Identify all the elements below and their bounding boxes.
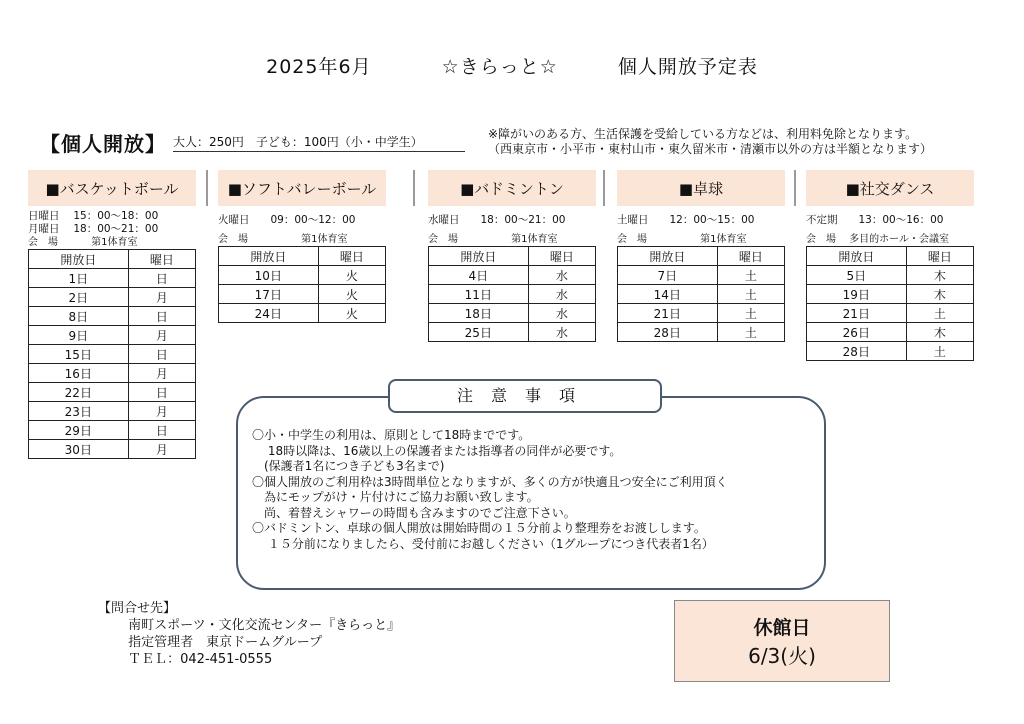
table-row (219, 304, 386, 323)
sport-tabletennis (617, 170, 785, 342)
cell-weekday: 水 (528, 266, 595, 285)
cell-date: 19日 (807, 285, 907, 304)
table-row (29, 288, 196, 307)
table-row (29, 402, 196, 421)
cell-weekday: 月 (128, 402, 195, 421)
notice-line: １５分前になりましたら、受付前にお越しください（1グループにつき代表者1名） (252, 536, 714, 551)
cell-date: 26日 (807, 323, 907, 342)
table-row (29, 421, 196, 440)
cell-weekday: 土 (717, 266, 784, 285)
cell-date: 11日 (429, 285, 529, 304)
closed-day-date: 6/3(火) (748, 644, 816, 668)
notice-line: 〇個人開放のご利用枠は3時間単位となりますが、多くの方が快適且つ安全にご利用頂く (252, 474, 728, 489)
cell-weekday: 土 (717, 285, 784, 304)
notice-body (252, 428, 812, 552)
schedule-line: 水曜日 18：00～21：00 (428, 214, 566, 226)
cell-weekday: 水 (528, 304, 595, 323)
cell-date: 21日 (807, 304, 907, 323)
header-date: 開放日 (429, 247, 529, 266)
table-row (429, 304, 596, 323)
table-row (29, 345, 196, 364)
cell-date: 29日 (29, 421, 129, 440)
cell-weekday: 火 (318, 304, 385, 323)
sport-ballroomdance (806, 170, 974, 361)
title-month: 2025年6月 (266, 56, 372, 78)
table-row (807, 266, 974, 285)
cell-weekday: 月 (128, 364, 195, 383)
cell-weekday: 月 (128, 326, 195, 345)
table-row (618, 304, 785, 323)
venue: 会 場 第1体育室 (218, 234, 348, 245)
table-row (807, 304, 974, 323)
cell-weekday: 火 (318, 285, 385, 304)
schedule-table (28, 249, 196, 459)
cell-weekday: 木 (906, 266, 973, 285)
header-date: 開放日 (29, 250, 129, 269)
header-date: 開放日 (219, 247, 319, 266)
table-row (429, 285, 596, 304)
cell-date: 30日 (29, 440, 129, 459)
table-row (618, 285, 785, 304)
cell-date: 25日 (429, 323, 529, 342)
table-header-row (807, 247, 974, 266)
sport-heading: ■ソフトバレーボール (218, 170, 386, 206)
table-header-row (29, 250, 196, 269)
header-weekday: 曜日 (128, 250, 195, 269)
divider (794, 170, 796, 206)
cell-date: 24日 (219, 304, 319, 323)
cell-date: 15日 (29, 345, 129, 364)
schedule-table (218, 246, 386, 323)
cell-weekday: 土 (717, 304, 784, 323)
cell-weekday: 土 (717, 323, 784, 342)
contact-line: 南町スポーツ・文化交流センター『きらっと』 (98, 618, 401, 633)
cell-date: 16日 (29, 364, 129, 383)
sport-softvolleyball (218, 170, 386, 323)
cell-date: 22日 (29, 383, 129, 402)
table-row (429, 323, 596, 342)
table-row (429, 266, 596, 285)
table-header-row (618, 247, 785, 266)
schedule-line: 不定期 13：00～16：00 (806, 214, 944, 226)
schedule-table (806, 246, 974, 361)
title-facility: ☆きらっと☆ (441, 56, 558, 78)
cell-date: 5日 (807, 266, 907, 285)
table-row (807, 285, 974, 304)
schedule-table (617, 246, 785, 342)
discount-note-line: （西東京市・小平市・東村山市・東久留米市・清瀬市以外の方は半額となります） (488, 142, 933, 156)
divider (413, 170, 415, 206)
table-row (807, 342, 974, 361)
cell-weekday: 日 (128, 345, 195, 364)
sport-heading: ■社交ダンス (806, 170, 974, 206)
venue: 会 場 第1体育室 (28, 237, 138, 248)
sport-badminton (428, 170, 596, 342)
header-date: 開放日 (618, 247, 718, 266)
cell-date: 14日 (618, 285, 718, 304)
venue: 会 場 第1体育室 (428, 234, 558, 245)
notice-line: 〇バドミントン、卓球の個人開放は開始時間の１５分前より整理券をお渡しします。 (252, 521, 706, 535)
table-row (29, 440, 196, 459)
discount-note-line: ※障がいのある方、生活保護を受給している方などは、利用料免除となります。 (488, 127, 918, 141)
cell-weekday: 土 (906, 342, 973, 361)
sport-heading: ■卓球 (617, 170, 785, 206)
cell-date: 17日 (219, 285, 319, 304)
cell-weekday: 日 (128, 383, 195, 402)
cell-weekday: 月 (128, 288, 195, 307)
page-title (0, 52, 1024, 79)
divider (206, 170, 208, 206)
cell-date: 21日 (618, 304, 718, 323)
cell-date: 1日 (29, 269, 129, 288)
closed-day-box (674, 600, 890, 682)
cell-date: 10日 (219, 266, 319, 285)
header-weekday: 曜日 (906, 247, 973, 266)
notice-line: 尚、着替えシャワーの時間も含みますのでご注意下さい。 (252, 505, 576, 520)
schedule-line: 月曜日 18：00～21：00 (28, 223, 159, 235)
cell-weekday: 日 (128, 307, 195, 326)
table-row (29, 364, 196, 383)
cell-weekday: 日 (128, 421, 195, 440)
sport-heading: ■バドミントン (428, 170, 596, 206)
table-row (618, 266, 785, 285)
section-label: 【個人開放】 (40, 132, 166, 156)
notice-title: 注意事項 (388, 379, 662, 413)
schedule-line: 土曜日 12：00～15：00 (617, 214, 755, 226)
cell-weekday: 日 (128, 269, 195, 288)
cell-date: 28日 (807, 342, 907, 361)
cell-weekday: 水 (528, 285, 595, 304)
contact-heading: 【問合せ先】 (98, 601, 177, 616)
cell-date: 23日 (29, 402, 129, 421)
table-header-row (429, 247, 596, 266)
table-row (219, 285, 386, 304)
header-weekday: 曜日 (528, 247, 595, 266)
cell-weekday: 水 (528, 323, 595, 342)
contact-line: ＴＥＬ：042-451-0555 (98, 652, 273, 667)
sport-heading: ■バスケットボール (28, 170, 196, 206)
cell-weekday: 土 (906, 304, 973, 323)
header-date: 開放日 (807, 247, 907, 266)
table-row (29, 326, 196, 345)
table-row (29, 269, 196, 288)
cell-date: 18日 (429, 304, 529, 323)
header-weekday: 曜日 (717, 247, 784, 266)
divider (603, 170, 605, 206)
notice-line: (保護者1名につき子ども3名まで) (252, 459, 445, 473)
table-row (618, 323, 785, 342)
table-row (29, 383, 196, 402)
venue: 会 場 第1体育室 (617, 234, 747, 245)
sport-basketball (28, 170, 196, 459)
cell-weekday: 月 (128, 440, 195, 459)
table-row (29, 307, 196, 326)
schedule-line: 日曜日 15：00～18：00 (28, 210, 159, 222)
notice-line: 18時以降は、16歳以上の保護者または指導者の同伴が必要です。 (252, 443, 622, 458)
table-header-row (219, 247, 386, 266)
notice-line: 為にモップがけ・片付けにご協力お願い致します。 (252, 490, 539, 504)
closed-day-label: 休館日 (753, 617, 811, 639)
cell-date: 28日 (618, 323, 718, 342)
cell-weekday: 火 (318, 266, 385, 285)
table-row (219, 266, 386, 285)
fee-text: 大人：250円 子ども：100円（小・中学生） (173, 133, 465, 152)
contact-info (98, 600, 400, 668)
cell-date: 8日 (29, 307, 129, 326)
cell-weekday: 木 (906, 285, 973, 304)
cell-date: 4日 (429, 266, 529, 285)
title-subtitle: 個人開放予定表 (617, 56, 758, 78)
discount-note (488, 127, 932, 157)
cell-weekday: 木 (906, 323, 973, 342)
schedule-line: 火曜日 09：00～12：00 (218, 214, 356, 226)
header-weekday: 曜日 (318, 247, 385, 266)
schedule-table (428, 246, 596, 342)
venue: 会 場 多目的ホール・会議室 (806, 234, 949, 245)
contact-line: 指定管理者 東京ドームグループ (98, 635, 323, 650)
cell-date: 9日 (29, 326, 129, 345)
table-row (807, 323, 974, 342)
cell-date: 2日 (29, 288, 129, 307)
notice-line: 〇小・中学生の利用は、原則として18時までです。 (252, 428, 531, 442)
cell-date: 7日 (618, 266, 718, 285)
